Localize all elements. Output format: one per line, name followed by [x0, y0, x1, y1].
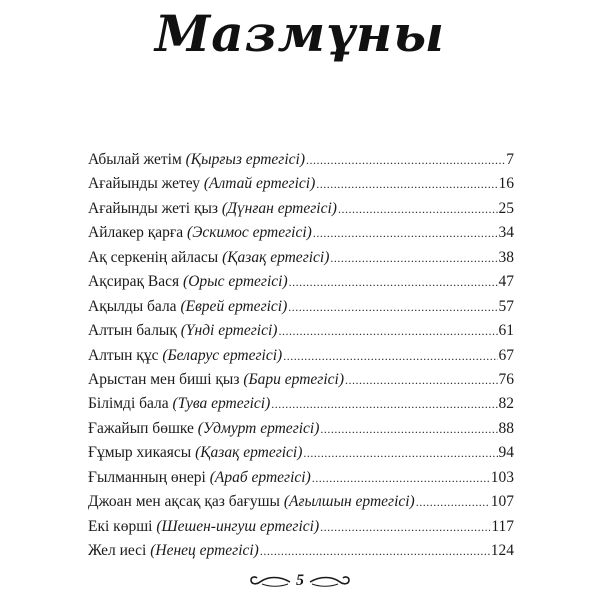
toc-entry-title: Ақылды бала: [88, 297, 177, 315]
toc-entry[interactable]: [88, 172, 514, 196]
toc-entry-title: Джоан мен ақсақ қаз бағушы: [88, 493, 280, 511]
toc-entry[interactable]: [88, 417, 514, 441]
toc-leader-dots: [283, 344, 497, 368]
toc-leader-dots: [416, 490, 490, 514]
toc-entry-page: 103: [490, 468, 514, 486]
toc-entry[interactable]: [88, 295, 514, 319]
toc-entry-origin: (Үнді ертегісі): [180, 322, 278, 340]
toc-entry-page: 67: [498, 346, 514, 364]
toc-entry-origin: (Эскимос ертегісі): [187, 224, 312, 242]
toc-entry-page: 57: [498, 297, 514, 315]
toc-entry-title: Жел иесі: [88, 542, 147, 559]
toc-entry[interactable]: [88, 344, 514, 368]
toc-entry-origin: (Орыс ертегісі): [183, 273, 288, 291]
toc-entry-title: Айлакер қарға: [88, 224, 184, 242]
toc-entry[interactable]: [88, 246, 514, 270]
toc-entry-origin: (Удмурт ертегісі): [197, 419, 320, 437]
toc-entry[interactable]: [88, 466, 514, 490]
toc-entry[interactable]: [88, 441, 514, 465]
scroll-ornament-icon: [248, 572, 292, 590]
toc-entry-origin: (Шешен-ингуш ертегісі): [156, 517, 320, 535]
toc-entry[interactable]: [88, 515, 514, 539]
toc-entry[interactable]: [88, 270, 514, 294]
toc-entry-page: 82: [498, 395, 514, 413]
toc-entry-origin: (Алтай ертегісі): [203, 175, 316, 193]
toc-entry-page: 61: [498, 322, 514, 340]
toc-entry-page: 47: [498, 273, 514, 291]
toc-entry-title: Ағайынды жетеу: [88, 175, 201, 193]
toc-entry-page: 76: [498, 370, 514, 388]
toc-leader-dots: [320, 417, 497, 441]
toc-leader-dots: [313, 221, 498, 245]
toc-entry-page: 38: [498, 248, 514, 266]
toc-entry[interactable]: [88, 368, 514, 392]
toc-entry-origin: (Дүнған ертегісі): [221, 199, 337, 217]
toc-entry-origin: (Қазақ ертегісі): [195, 444, 303, 462]
toc-entry-page: 7: [506, 151, 514, 168]
toc-entry-title: Алтын құс: [88, 346, 159, 364]
toc-entry-title: Екі көрші: [88, 517, 153, 535]
toc-leader-dots: [278, 319, 497, 343]
toc-entry-origin: (Бари ертегісі): [243, 370, 344, 388]
toc-entry-origin: (Ненец ертегісі): [150, 542, 259, 559]
toc-entry[interactable]: [88, 319, 514, 343]
toc-entry-title: Ғылманның өнері: [88, 468, 206, 486]
toc-entry-page: 25: [498, 199, 514, 217]
toc-leader-dots: [271, 392, 497, 416]
toc-leader-dots: [289, 270, 498, 294]
page-number: 5: [296, 572, 304, 589]
toc-entry-origin: (Ағылшын ертегісі): [283, 493, 415, 511]
toc-entry-title: Абылай жетім: [88, 151, 182, 168]
toc-entry-origin: (Еврей ертегісі): [180, 297, 288, 315]
toc-entry-page: 16: [498, 175, 514, 193]
toc-leader-dots: [338, 197, 498, 221]
toc-leader-dots: [260, 539, 490, 563]
toc-entry-page: 124: [490, 542, 514, 559]
toc-leader-dots: [312, 466, 490, 490]
toc-entry-page: 107: [490, 493, 514, 511]
toc-entry-page: 94: [498, 444, 514, 462]
toc-entry-title: Ғұмыр хикаясы: [88, 444, 192, 462]
toc-entry-title: Ағайынды жеті қыз: [88, 199, 219, 217]
toc-entry-title: Ақ серкенің айласы: [88, 248, 219, 266]
toc-entry-title: Арыстан мен биші қыз: [88, 370, 240, 388]
toc-leader-dots: [306, 148, 505, 172]
toc-entry-page: 117: [491, 517, 514, 535]
scroll-ornament-icon: [308, 572, 352, 590]
toc-entry-title: Ғажайып бөшке: [88, 419, 194, 437]
toc-entry-origin: (Беларус ертегісі): [162, 346, 283, 364]
toc-entry[interactable]: [88, 148, 514, 172]
toc-entry[interactable]: [88, 539, 514, 563]
toc-leader-dots: [330, 246, 497, 270]
toc-entry-title: Ақсирақ Вася: [88, 273, 180, 291]
toc-entry-origin: (Қазақ ертегісі): [222, 248, 330, 266]
toc-entry-origin: (Тува ертегісі): [172, 395, 271, 413]
table-of-contents: [88, 148, 514, 563]
toc-entry-origin: (Қырғыз ертегісі): [185, 151, 306, 168]
toc-entry-origin: (Араб ертегісі): [209, 468, 311, 486]
toc-entry-page: 34: [498, 224, 514, 242]
toc-leader-dots: [320, 515, 490, 539]
toc-entry-page: 88: [498, 419, 514, 437]
page-footer: [0, 568, 600, 594]
toc-leader-dots: [345, 368, 498, 392]
toc-entry-title: Білімді бала: [88, 395, 169, 413]
toc-leader-dots: [316, 172, 497, 196]
toc-leader-dots: [288, 295, 497, 319]
toc-entry[interactable]: [88, 221, 514, 245]
toc-entry[interactable]: [88, 392, 514, 416]
toc-entry[interactable]: [88, 197, 514, 221]
page-title: Мазмұны: [154, 4, 446, 63]
toc-entry[interactable]: [88, 490, 514, 514]
toc-leader-dots: [303, 441, 497, 465]
toc-entry-title: Алтын балық: [88, 322, 177, 340]
